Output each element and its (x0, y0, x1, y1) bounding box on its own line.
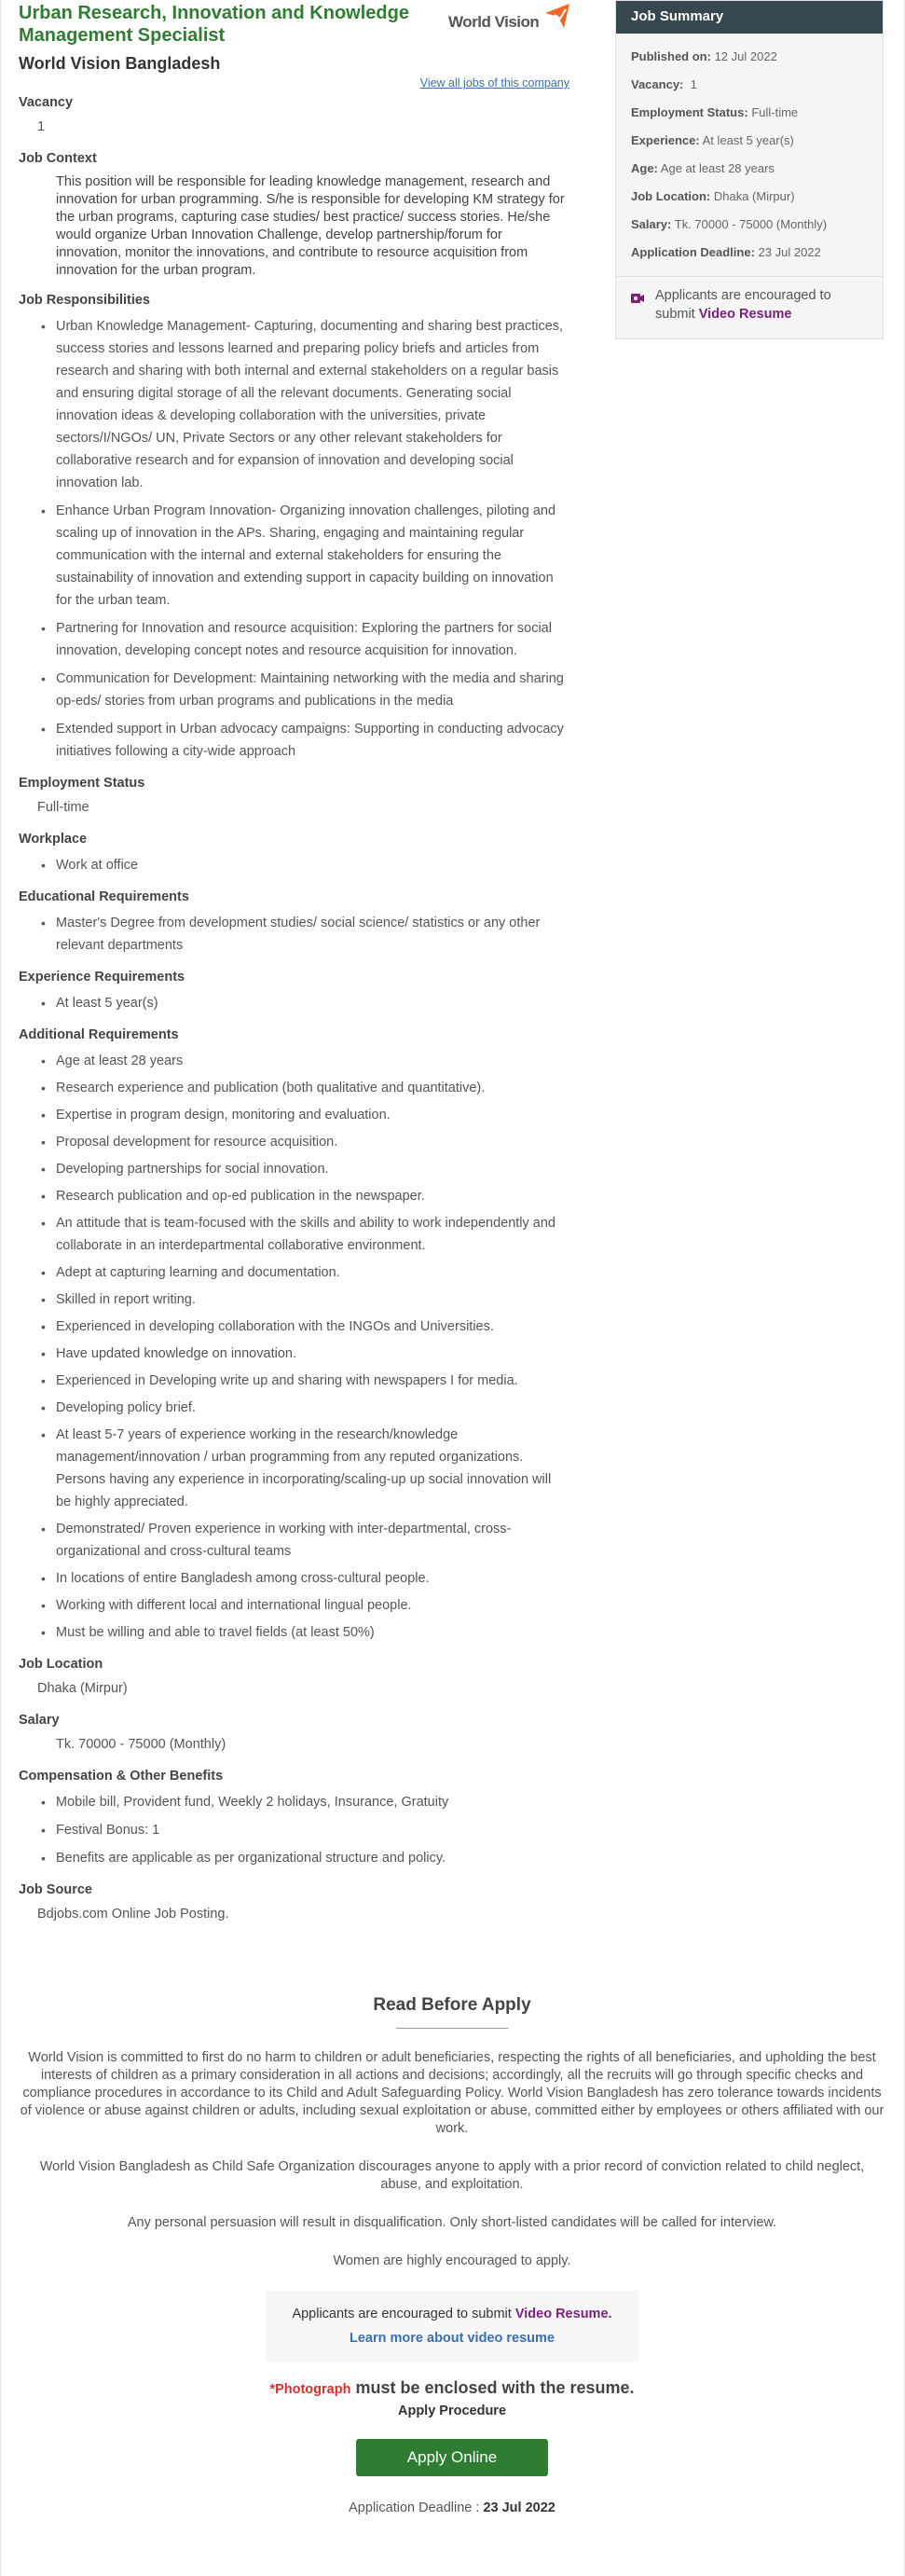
summary-value: Age at least 28 years (660, 161, 775, 175)
logo-text: World Vision (448, 13, 540, 31)
salary-value: Tk. 70000 - 75000 (Monthly) (56, 1737, 226, 1752)
additional-list (19, 1050, 569, 1644)
list-item: • Adept at capturing learning and documentation. (19, 1261, 569, 1284)
list-item: • Enhance Urban Program Innovation- Organizing innovation challenges, piloting and scaling up of innovation in the APs. Sharing, engaging and maintaining regular communication with the internal and external stakeholders for ensuring the sustainability of innovation and extending support in capacity building on innovation for the urban team. (19, 500, 569, 612)
summary-status (616, 99, 883, 127)
summary-deadline (616, 239, 883, 267)
summary-label: Age: (631, 161, 658, 175)
photograph-notice (19, 2378, 885, 2398)
summary-label: Application Deadline: (631, 245, 755, 259)
policy-paragraph: Women are highly encouraged to apply. (333, 2253, 571, 2268)
list-item: • Research experience and publication (both qualitative and quantitative). (19, 1077, 569, 1099)
summary-video-resume-link[interactable]: Video Resume (698, 307, 792, 322)
job-context-heading: Job Context (19, 151, 97, 166)
policy-paragraph: World Vision Bangladesh as Child Safe Organization discourages anyone to apply with a prior record of conviction related to child neglect, abuse, and exploitation. (39, 2159, 865, 2192)
summary-label: Experience: (631, 133, 700, 147)
video-resume-link[interactable]: Video Resume. (514, 2307, 612, 2321)
summary-label: Salary: (631, 217, 672, 231)
education-list (19, 912, 569, 957)
list-item: • In locations of entire Bangladesh among cross-cultural people. (19, 1567, 569, 1590)
list-item: • Festival Bonus: 1 (19, 1819, 569, 1841)
summary-value: At least 5 year(s) (702, 133, 794, 147)
summary-value: 1 (690, 77, 697, 91)
list-item: • Expertise in program design, monitoring and evaluation. (19, 1104, 569, 1126)
job-details (19, 0, 569, 1925)
heading-divider (396, 2028, 508, 2029)
workplace-list (19, 854, 569, 876)
summary-label: Job Location: (631, 189, 711, 203)
deadline-label: Application Deadline : (349, 2500, 480, 2515)
vacancy-value: 1 (37, 119, 46, 134)
list-item: • Proposal development for resource acquisition. (19, 1131, 569, 1153)
additional-heading: Additional Requirements (19, 1027, 179, 1042)
company-name: World Vision Bangladesh (19, 54, 221, 73)
list-item: • At least 5 year(s) (19, 992, 569, 1014)
salary-heading: Salary (19, 1713, 60, 1728)
job-summary-heading: Job Summary (616, 1, 883, 34)
job-source-value: Bdjobs.com Online Job Posting. (37, 1907, 229, 1922)
job-summary-panel (615, 0, 884, 339)
read-before-heading: Read Before Apply (373, 1995, 531, 2015)
benefits-list (19, 1791, 569, 1869)
summary-published (616, 43, 883, 71)
video-resume-box (266, 2291, 638, 2362)
policy-paragraph: Any personal persuasion will result in disqualification. Only short-listed candidates will be called for interview. (127, 2215, 777, 2230)
summary-value: Full-time (751, 105, 799, 119)
summary-label: Employment Status: (631, 105, 748, 119)
list-item: • Work at office (19, 854, 569, 876)
benefits-heading: Compensation & Other Benefits (19, 1769, 224, 1784)
application-deadline (19, 2500, 885, 2515)
list-item: • Mobile bill, Provident fund, Weekly 2 holidays, Insurance, Gratuity (19, 1791, 569, 1813)
vacancy-heading: Vacancy (19, 95, 74, 110)
list-item: • Developing partnerships for social innovation. (19, 1158, 569, 1180)
summary-value: Dhaka (Mirpur) (713, 189, 795, 203)
summary-label: Vacancy: (631, 77, 684, 91)
job-location-value: Dhaka (Mirpur) (37, 1681, 128, 1696)
summary-value: Tk. 70000 - 75000 (Monthly) (674, 217, 828, 231)
list-item: • Benefits are applicable as per organizational structure and policy. (19, 1847, 569, 1869)
policy-paragraph: World Vision is committed to first do no harm to children or adult beneficiaries, respecting the rights of all beneficiaries, and upholding the best interests of children as a primary consideration in all actions and decisions; accordingly, all the recruits will go through specific checks and compliance procedures in accordance to its Child and Adult Safeguarding Policy. World Vision Bangladesh has zero tolerance towards incidents of violence or abuse against children or adults, including sexual exploitation or abuse, committed either by employees or others affiliated with our work. (20, 2050, 884, 2136)
apply-procedure-heading: Apply Procedure (397, 2404, 507, 2418)
summary-location (616, 183, 883, 211)
read-before-apply (19, 1991, 885, 2515)
job-source-heading: Job Source (19, 1882, 92, 1897)
job-title: Urban Research, Innovation and Knowledge Management Specialist (19, 3, 409, 46)
list-item: • Skilled in report writing. (19, 1288, 569, 1311)
video-resume-line (275, 2302, 629, 2326)
employment-status-value: Full-time (37, 800, 89, 815)
summary-video-text: Applicants are encouraged to submit (655, 288, 831, 322)
summary-value: 23 Jul 2022 (758, 245, 821, 259)
photograph-label: *Photograph (269, 2382, 351, 2397)
list-item: • Master's Degree from development studies/ social science/ statistics or any other relevant departments (19, 912, 569, 957)
list-item: • Experienced in developing collaboration with the INGOs and Universities. (19, 1316, 569, 1338)
responsibilities-list (19, 315, 569, 763)
company-logo (448, 4, 569, 35)
list-item: • Working with different local and international lingual people. (19, 1594, 569, 1617)
video-resume-text: Applicants are encouraged to submit (292, 2307, 512, 2321)
page-border-left (0, 0, 1, 2576)
list-item: • Experienced in Developing write up and sharing with newspapers I for media. (19, 1370, 569, 1392)
logo-mark-icon (545, 4, 569, 28)
education-heading: Educational Requirements (19, 889, 189, 904)
list-item: • Urban Knowledge Management- Capturing, documenting and sharing best practices, success stories and lessons learned and preparing policy briefs and articles from research and sharing with both internal and external stakeholders on a regular basis and ensuring digital storage of all the relevant documents. Generating social innovation ideas & developing collaboration with the universities, private sectors/I/NGOs/ UN, Private Sectors or any other relevant stakeholders for collaborative research and for expansion of innovation and developing social innovation lab. (19, 315, 569, 494)
responsibilities-heading: Job Responsibilities (19, 293, 150, 308)
summary-vacancy (616, 71, 883, 99)
list-item: • Age at least 28 years (19, 1050, 569, 1072)
experience-heading: Experience Requirements (19, 970, 185, 985)
list-item: • Partnering for Innovation and resource acquisition: Exploring the partners for social innovation, developing concept notes and resource acquisition for innovation. (19, 617, 569, 662)
apply-online-button[interactable]: Apply Online (356, 2439, 548, 2476)
summary-video-resume (616, 276, 883, 324)
list-item: • An attitude that is team-focused with the skills and ability to work independently and collaborate in an interdepartmental collaborative environment. (19, 1212, 569, 1257)
experience-list (19, 992, 569, 1014)
workplace-heading: Workplace (19, 832, 88, 847)
view-all-jobs-link[interactable]: View all jobs of this company (419, 76, 569, 90)
video-camera-icon (631, 290, 644, 309)
list-item: • Have updated knowledge on innovation. (19, 1343, 569, 1365)
title-row (19, 0, 569, 47)
summary-label: Published on: (631, 49, 711, 63)
list-item: • Developing policy brief. (19, 1397, 569, 1419)
list-item: • Must be willing and able to travel fields (at least 50%) (19, 1621, 569, 1644)
photograph-text: must be enclosed with the resume. (355, 2378, 635, 2397)
list-item: • Extended support in Urban advocacy campaigns: Supporting in conducting advocacy initiatives following a city-wide approach (19, 718, 569, 763)
summary-value: 12 Jul 2022 (714, 49, 777, 63)
learn-more-video-link[interactable]: Learn more about video resume (350, 2331, 555, 2346)
job-context-text: This position will be responsible for leading knowledge management, research and innovation for urban programming. S/he is responsible for developing KM strategy for the urban programs, capturing case studies/ best practice/ success stories. He/she would organize Urban Innovation Challenge, develop partnership/forum for innovation, monitor the innovations, and contribute to resource acquisition from innovation for the urban program. (56, 174, 565, 278)
employment-status-heading: Employment Status (19, 776, 145, 791)
summary-age (616, 155, 883, 183)
summary-experience (616, 127, 883, 155)
summary-salary (616, 211, 883, 239)
deadline-value: 23 Jul 2022 (483, 2500, 555, 2515)
list-item: • Demonstrated/ Proven experience in working with inter-departmental, cross-organizational and cross-cultural teams (19, 1518, 569, 1563)
job-location-heading: Job Location (19, 1657, 103, 1672)
list-item: • Research publication and op-ed publication in the newspaper. (19, 1185, 569, 1207)
list-item: • At least 5-7 years of experience working in the research/knowledge management/innovation / urban programming from any reputed organizations. Persons having any experience in incorporating/scaling-up up social innovation will be highly appreciated. (19, 1424, 569, 1513)
list-item: • Communication for Development: Maintaining networking with the media and sharing op-eds/ stories from urban programs and publications in the media (19, 668, 569, 712)
